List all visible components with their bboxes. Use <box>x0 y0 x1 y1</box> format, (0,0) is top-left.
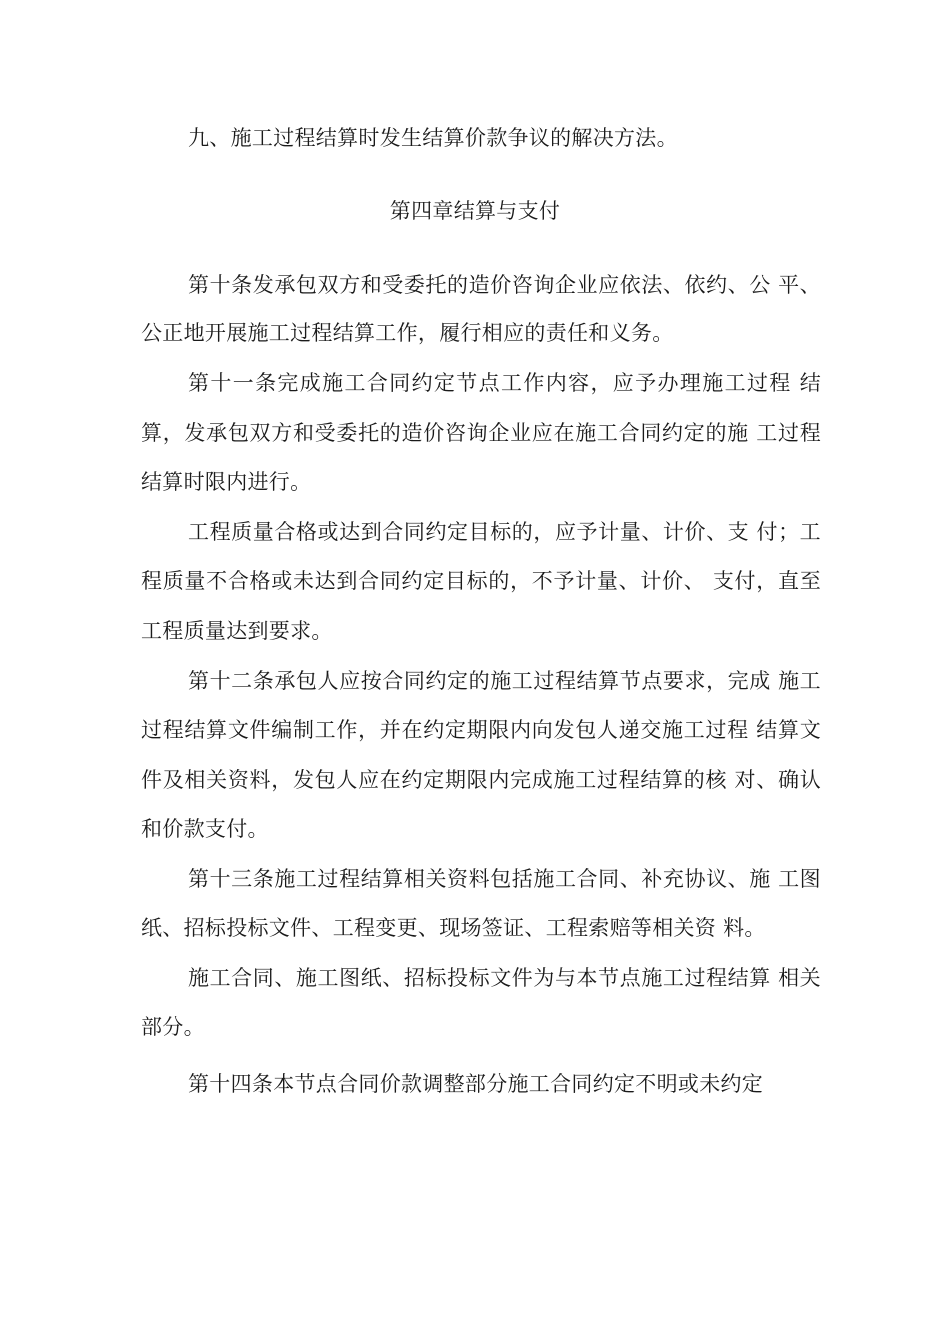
article-12-line-3: 件及相关资料，发包人应在约定期限内完成施工过程结算的核 对、确认 <box>141 768 821 792</box>
article-12-line-4: 和价款支付。 <box>141 817 269 841</box>
quality-line-3: 工程质量达到要求。 <box>141 619 333 643</box>
article-10-line-2: 公正地开展施工过程结算工作，履行相应的责任和义务。 <box>141 321 674 345</box>
article-14-line-1: 第十四条本节点合同价款调整部分施工合同约定不明或未约定 <box>188 1072 764 1096</box>
article-11-line-2: 算，发承包双方和受委托的造价咨询企业应在施工合同约定的施 工过程 <box>141 421 821 445</box>
article-12-line-2: 过程结算文件编制工作，并在约定期限内向发包人递交施工过程 结算文 <box>141 718 821 742</box>
article-11-line-3: 结算时限内进行。 <box>141 470 312 494</box>
quality-line-2: 程质量不合格或未达到合同约定目标的，不予计量、计价、 支付，直至 <box>141 569 821 593</box>
quality-line-1: 工程质量合格或达到合同约定目标的，应予计量、计价、支 付；工 <box>188 520 821 544</box>
article-10-line-1: 第十条发承包双方和受委托的造价咨询企业应依法、依约、公 平、 <box>188 273 821 297</box>
chapter-title: 第四章结算与支付 <box>389 199 561 223</box>
contract-line-1: 施工合同、施工图纸、招标投标文件为与本节点施工过程结算 相关 <box>188 966 821 990</box>
article-13-line-1: 第十三条施工过程结算相关资料包括施工合同、补充协议、施 工图 <box>188 867 821 891</box>
article-11-line-1: 第十一条完成施工合同约定节点工作内容，应予办理施工过程 结 <box>188 371 821 395</box>
article-13-line-2: 纸、招标投标文件、工程变更、现场签证、工程索赔等相关资 料。 <box>141 916 766 940</box>
article-12-line-1: 第十二条承包人应按合同约定的施工过程结算节点要求，完成 施工 <box>188 669 821 693</box>
item-nine-text: 九、施工过程结算时发生结算价款争议的解决方法。 <box>188 126 678 150</box>
contract-line-2: 部分。 <box>141 1015 205 1039</box>
